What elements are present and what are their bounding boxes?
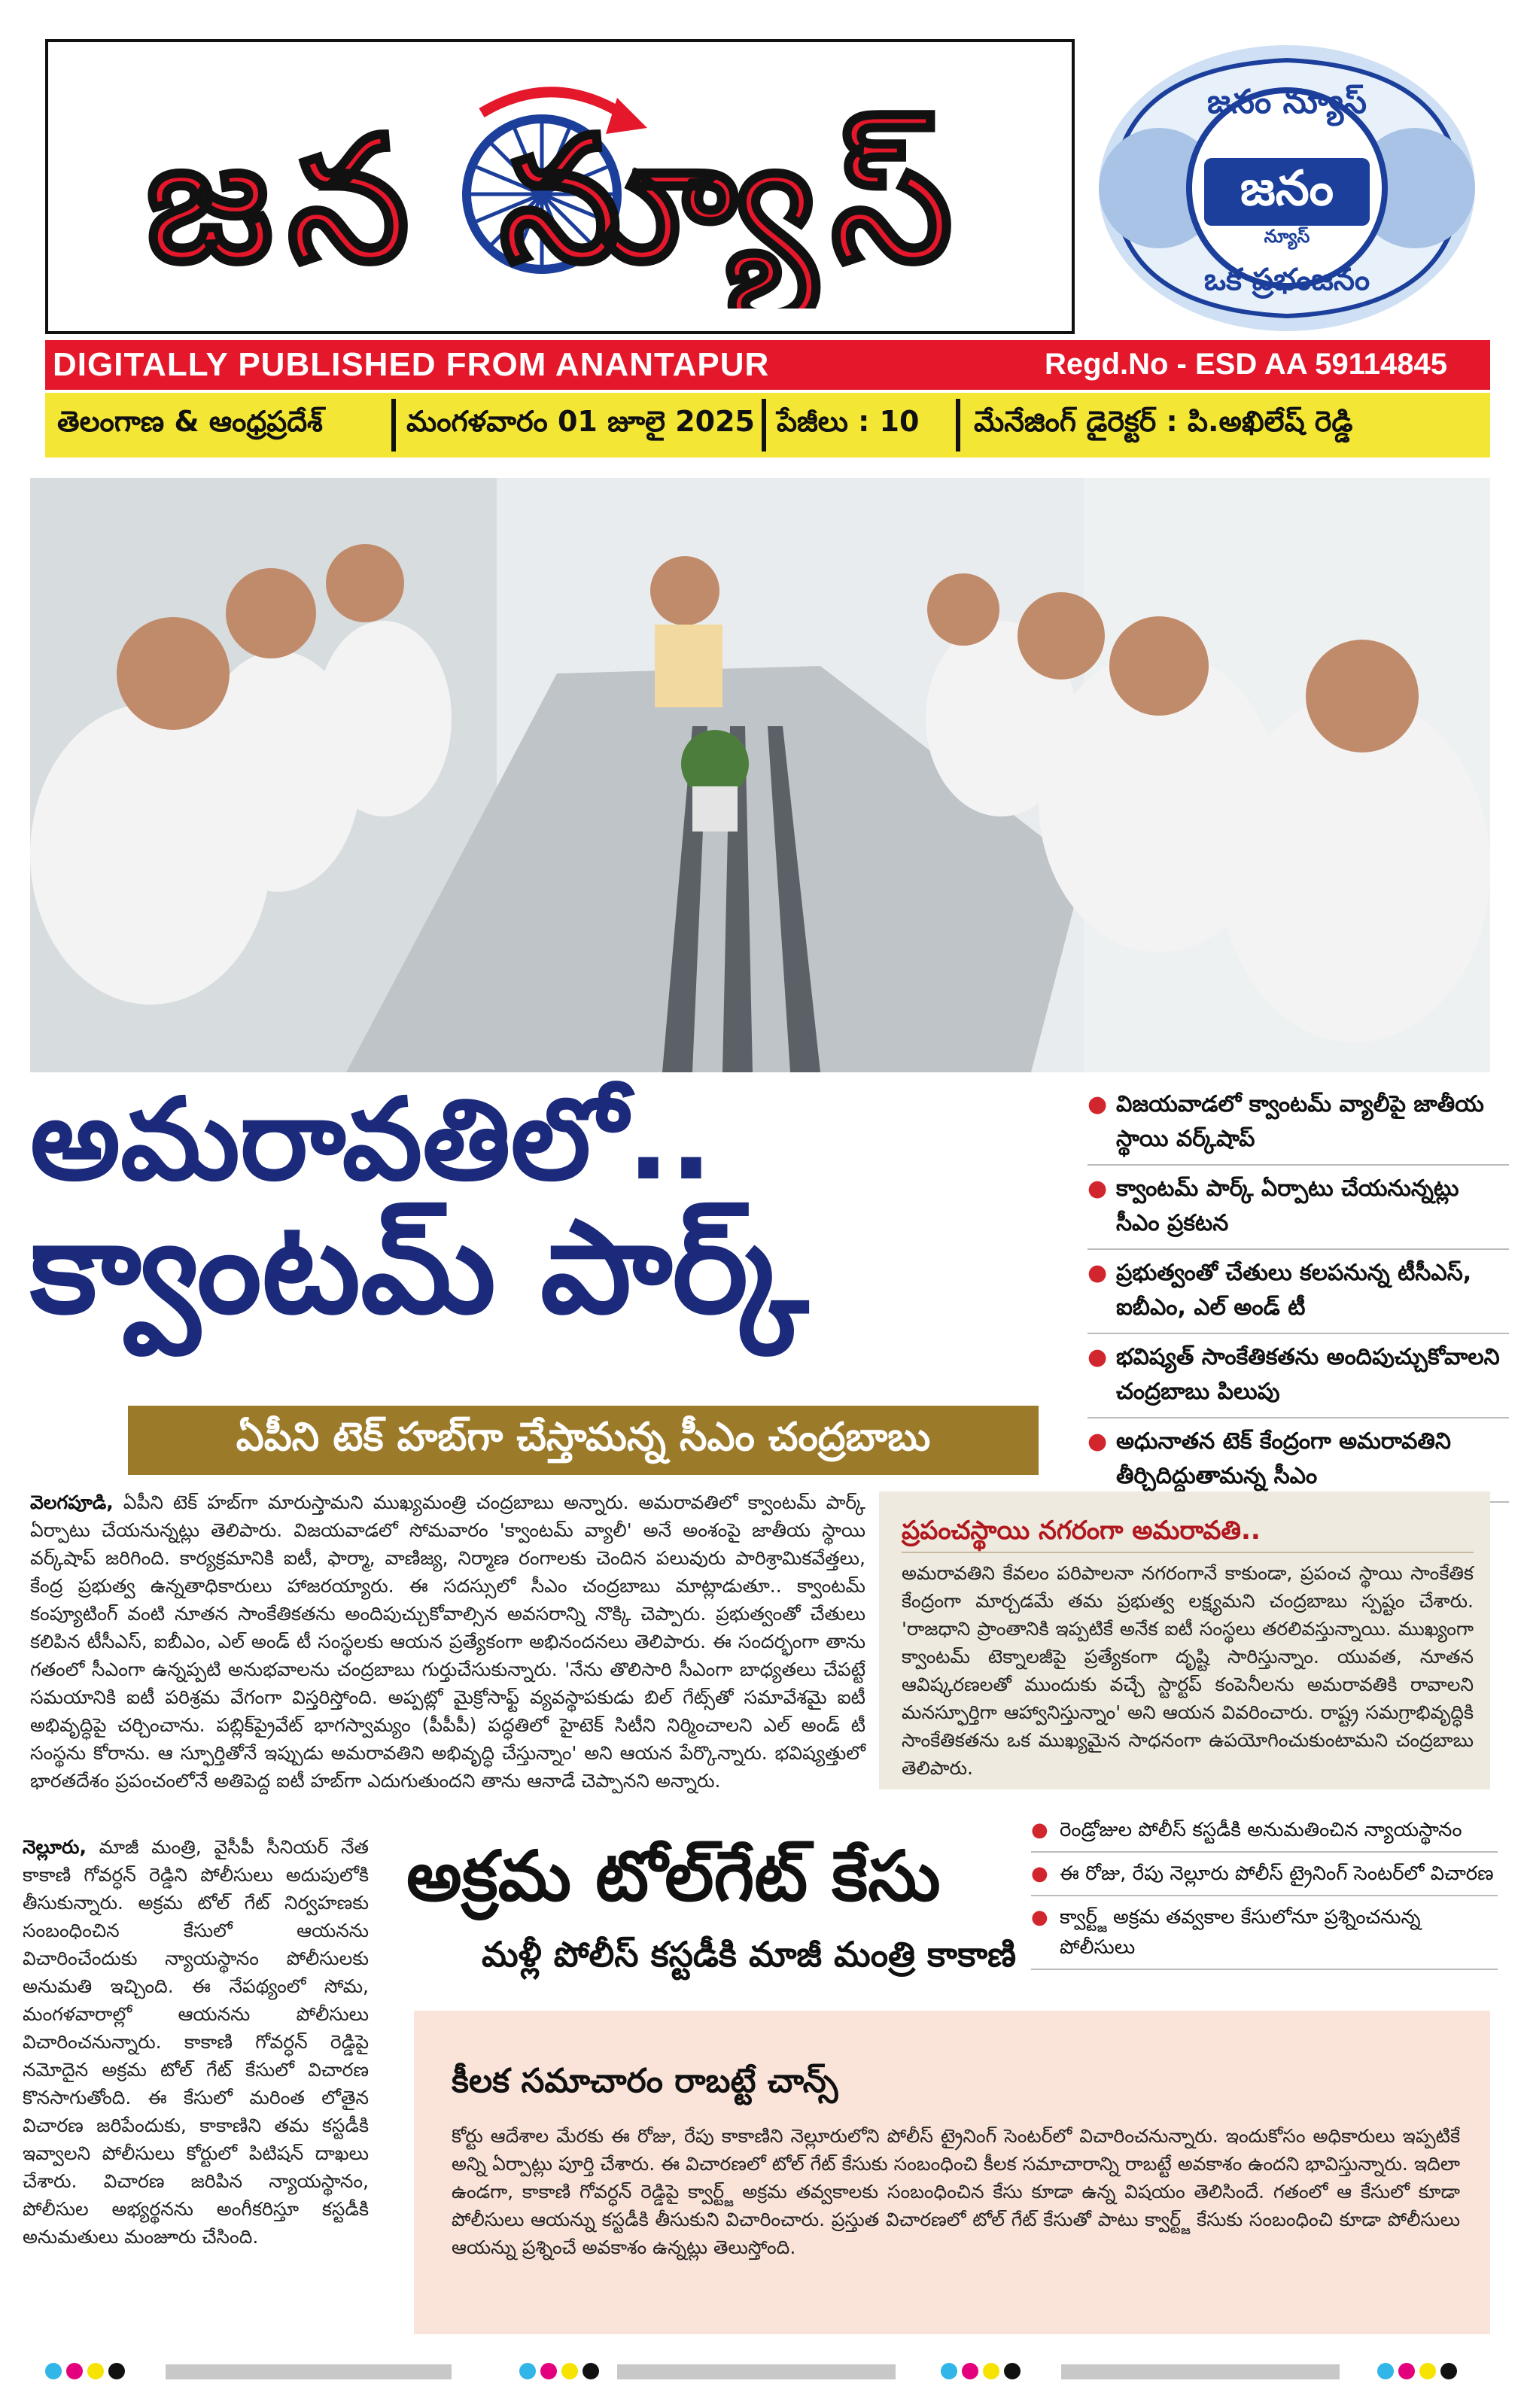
masthead-logo <box>75 68 1054 309</box>
bullet-icon: ● <box>1087 1428 1108 1455</box>
list-item: ● క్వాంటమ్ పార్క్ ఏర్పాటు చేయనున్నట్లు సీఎం ప్రకటన <box>1087 1172 1509 1250</box>
registration-bar <box>166 2364 452 2379</box>
magenta-dot <box>66 2363 83 2379</box>
list-item: ● విజయవాడలో క్వాంటమ్ వ్యాలీపై జాతీయ స్థాయి వర్క్‌షాప్ <box>1087 1087 1509 1166</box>
region-label: తెలంగాణ & ఆంధ్రప్రదేశ్ <box>57 405 323 438</box>
black-dot <box>583 2363 599 2379</box>
emblem-top-text: జనం న్యూస్ <box>1207 83 1367 121</box>
lead-highlights <box>1087 1087 1509 1509</box>
bullet-icon: ● <box>1087 1260 1108 1286</box>
emblem-center-text: జనం <box>1240 161 1334 217</box>
cyan-dot <box>1377 2363 1394 2379</box>
dateline: వెలగపూడి, <box>30 1491 114 1513</box>
registration-marks <box>45 2363 151 2382</box>
sidebar-title: ప్రపంచస్థాయి నగరంగా అమరావతి.. <box>902 1516 1261 1546</box>
yellow-dot <box>983 2363 999 2379</box>
magenta-dot <box>1398 2363 1415 2379</box>
sidebar-text: అమరావతిని కేవలం పరిపాలనా నగరంగానే కాకుండా, ప్రపంచ స్థాయి సాంకేతిక కేంద్రంగా మార్చడమే తమ ప్రభుత్వ లక్ష్యమని చంద్రబాబు స్పష్టం చేశారు. 'రాజధాని ప్రాంతానికి ఇప్పటికే అనేక ఐటీ సంస్థలు తరలివస్తున్నాయి. ముఖ్యంగా క్వాంటమ్ టెక్నాలజీపై ప్రత్యేకంగా దృష్టి సారిస్తున్నాం. యువత, నూతన ఆవిష్కరణలతో ముందుకు వచ్చే స్టార్టప్ కంపెనీలను అమరావతికి రావాలని మనస్ఫూర్తిగా ఆహ్వానిస్తున్నాం' అని ఆయన వివరించారు. రాష్ట్ర సమగ్రాభివృద్ధికి సాంకేతికతను ఒక ముఖ్యమైన సాధనంగా ఉపయోగించుకుంటామని చంద్రబాబు తెలిపారు. <box>902 1562 1474 1779</box>
emblem-bottom-text: ఒక ప్రభంజనం <box>1203 263 1370 297</box>
yellow-dot <box>1419 2363 1436 2379</box>
publication-text: DIGITALLY PUBLISHED FROM ANANTAPUR <box>53 346 770 383</box>
registration-number: Regd.No - ESD AA 59114845 <box>1045 348 1448 381</box>
black-dot <box>1440 2363 1457 2379</box>
list-item: ● ప్రభుత్వంతో చేతులు కలపనున్న టీసీఎస్, ఐబీఎం, ఎల్ అండ్ టీ <box>1087 1256 1509 1334</box>
managing-director: మేనేజింగ్ డైరెక్టర్ : పి.అఖిలేష్ రెడ్డి <box>974 405 1353 438</box>
bullet-icon: ● <box>1087 1091 1108 1117</box>
black-dot <box>108 2363 125 2379</box>
list-item: ● భవిష్యత్ సాంకేతికతను అందిపుచ్చుకోవాలని చంద్రబాబు పిలుపు <box>1087 1340 1509 1418</box>
list-item: ● క్వార్ట్జ్ అక్రమ తవ్వకాల కేసులోనూ ప్రశ్నించనున్న పోలీసులు <box>1031 1902 1498 1970</box>
edition-date: మంగళవారం 01 జూలై 2025 <box>406 405 755 438</box>
page-count: పేజీలు : 10 <box>777 405 920 438</box>
bullet-icon: ● <box>1031 1906 1048 1929</box>
bullet-icon: ● <box>1031 1819 1048 1841</box>
list-item: ● రెండ్రోజుల పోలీస్ కస్టడీకి అనుమతించిన న్యాయస్థానం <box>1031 1815 1498 1853</box>
info-divider <box>762 399 766 451</box>
masthead-title-text: జన న్యూస్ <box>146 100 968 301</box>
cyan-dot <box>519 2363 536 2379</box>
registration-bar <box>1061 2364 1340 2379</box>
magenta-dot <box>540 2363 557 2379</box>
second-article-body <box>23 1833 369 2251</box>
registration-marks <box>941 2363 1046 2382</box>
registration-marks <box>1377 2363 1483 2382</box>
cyan-dot <box>45 2363 62 2379</box>
black-dot <box>1004 2363 1021 2379</box>
meeting-photo <box>30 478 1490 1072</box>
info-divider <box>391 399 396 451</box>
lead-headline-line1: అమరావతిలో.. <box>30 1075 713 1206</box>
dateline: నెల్లూరు, <box>23 1836 87 1858</box>
emblem-small-text: న్యూస్ <box>1264 226 1310 247</box>
lead-article-body <box>30 1488 865 1795</box>
emblem-logo <box>1091 38 1483 339</box>
second-headline: అక్రమ టోల్‌గేట్ కేసు <box>406 1836 941 1917</box>
article-text: ఏపీని టెక్ హబ్‌గా మారుస్తామని ముఖ్యమంత్రి చంద్రబాబు అన్నారు. అమరావతిలో క్వాంటమ్ పార్క్ ఏర్పాటు చేయనున్నట్లు తెలిపారు. విజయవాడలో సోమవారం 'క్వాంటమ్ వ్యాలీ' అనే అంశంపై జాతీయ స్థాయి వర్క్‌షాప్ జరిగింది. కార్యక్రమానికి ఐటీ, ఫార్మా, వాణిజ్య, నిర్మాణ రంగాలకు చెందిన పలువురు పారిశ్రామికవేత్తలు, కేంద్ర ప్రభుత్వ ఉన్నతాధికారులు హాజరయ్యారు. ఈ సదస్సులో సీఎం చంద్రబాబు మాట్లాడుతూ.. క్వాంటమ్ కంప్యూటింగ్ వంటి నూతన సాంకేతికతను అందిపుచ్చుకోవాల్సిన అవసరాన్ని నొక్కి చెప్పారు. ప్రభుత్వంతో చేతులు కలిపిన టీసీఎస్, ఐబీఎం, ఎల్ అండ్ టీ సంస్థలకు ఆయన ప్రత్యేకంగా అభినందనలు తెలిపారు. ఈ సందర్భంగా తాను గతంలో సీఎంగా ఉన్నప్పటి అనుభవాలను చంద్రబాబు గుర్తుచేసుకున్నారు. 'నేను తొలిసారి సీఎంగా బాధ్యతలు చేపట్టే సమయానికి ఐటీ పరిశ్రమ వేగంగా విస్తరిస్తోంది. అప్పట్లో మైక్రోసాఫ్ట్ వ్యవస్థాపకుడు బిల్ గేట్స్‌తో సమావేశమై ఐటీ అభివృద్ధిపై చర్చించాను. పబ్లిక్‌ప్రైవేట్ భాగస్వామ్యం (పీపీపీ) పద్ధతిలో హైటెక్ సిటీని నిర్మించాలని ఎల్ అండ్ టీ సంస్థను కోరాను. ఆ స్ఫూర్తితోనే ఇప్పుడు అమరావతిని అభివృద్ధి చేస్తున్నాం' అని ఆయన పేర్కొన్నారు. భవిష్యత్తులో భారతదేశం ప్రపంచంలోనే అతిపెద్ద ఐటీ హబ్‌గా ఎదుగుతుందని తాను ఆనాడే చెప్పానని అన్నారు. <box>30 1491 865 1792</box>
second-highlights <box>1031 1815 1498 1976</box>
sidebar-divider <box>902 1552 1474 1553</box>
info-box-text: కోర్టు ఆదేశాల మేరకు ఈ రోజు, రేపు కాకాణిని నెల్లూరులోని పోలీస్ ట్రైనింగ్ సెంటర్‌లో విచారించనున్నారు. ఇందుకోసం అధికారులు ఇప్పటికే అన్ని ఏర్పాట్లు పూర్తి చేశారు. ఈ విచారణలో టోల్ గేట్ కేసుకు సంబంధించి కీలక సమాచారాన్ని రాబట్టే అవకాశం ఉందని భావిస్తున్నారు. ఇదిలా ఉండగా, కాకాణి గోవర్ధన్ రెడ్డిపై క్వార్ట్జ్ అక్రమ తవ్వకాలకు సంబంధించిన కేసు కూడా ఉన్న విషయం తెలిసిందే. గతంలో ఆ కేసులో కూడా పోలీసులు ఆయన్ను కస్టడీకి తీసుకుని విచారించారు. ప్రస్తుత విచారణలో టోల్ గేట్ కేసుతో పాటు క్వార్ట్జ్ కేసుకు సంబంధించి కూడా పోలీసులు ఆయన్ను ప్రశ్నించే అవకాశం ఉన్నట్లు తెలుస్తోంది. <box>452 2125 1460 2258</box>
registration-bar <box>617 2364 896 2379</box>
cyan-dot <box>941 2363 957 2379</box>
yellow-dot <box>87 2363 104 2379</box>
magenta-dot <box>962 2363 978 2379</box>
list-item: ● అధునాతన టెక్ కేంద్రంగా అమరావతిని తీర్చిదిద్దుతామన్న సీఎం <box>1087 1424 1509 1503</box>
lead-subheadline: ఏపీని టెక్ హబ్‌గా చేస్తామన్న సీఎం చంద్రబాబు <box>236 1415 931 1460</box>
info-box-title: కీలక సమాచారం రాబట్టే చాన్స్ <box>452 2062 838 2100</box>
bullet-icon: ● <box>1031 1862 1048 1885</box>
bullet-icon: ● <box>1087 1175 1108 1202</box>
lead-headline-line2: క్వాంటమ్ పార్క్ <box>30 1193 808 1342</box>
second-subheadline: మళ్లీ పోలీస్ కస్టడీకి మాజీ మంత్రి కాకాణి <box>482 1934 1017 1975</box>
registration-marks <box>519 2363 625 2382</box>
bullet-icon: ● <box>1087 1344 1108 1370</box>
yellow-dot <box>561 2363 578 2379</box>
article-text: మాజీ మంత్రి, వైసీపీ సీనియర్ నేత కాకాణి గోవర్ధన్ రెడ్డిని పోలీసులు అదుపులోకి తీసుకున్నారు. అక్రమ టోల్ గేట్ నిర్వహణకు సంబంధించిన కేసులో ఆయనను విచారించేందుకు న్యాయస్థానం పోలీసులకు అనుమతి ఇచ్చింది. ఈ నేపథ్యంలో సోమ, మంగళవారాల్లో ఆయనను పోలీసులు విచారించనున్నారు. కాకాణి గోవర్ధన్ రెడ్డిపై నమోదైన అక్రమ టోల్ గేట్ కేసులో విచారణ కొనసాగుతోంది. ఈ కేసులో మరింత లోతైన విచారణ జరిపేందుకు, కాకాణిని తమ కస్టడీకి ఇవ్వాలని పోలీసులు కోర్టులో పిటిషన్ దాఖలు చేశారు. విచారణ జరిపిన న్యాయస్థానం, పోలీసుల అభ్యర్థనను అంగీకరిస్తూ కస్టడీకి అనుమతులు మంజూరు చేసింది. <box>23 1836 369 2248</box>
list-item: ● ఈ రోజు, రేపు నెల్లూరు పోలీస్ ట్రైనింగ్ సెంటర్‌లో విచారణ <box>1031 1859 1498 1896</box>
info-divider <box>956 399 960 451</box>
